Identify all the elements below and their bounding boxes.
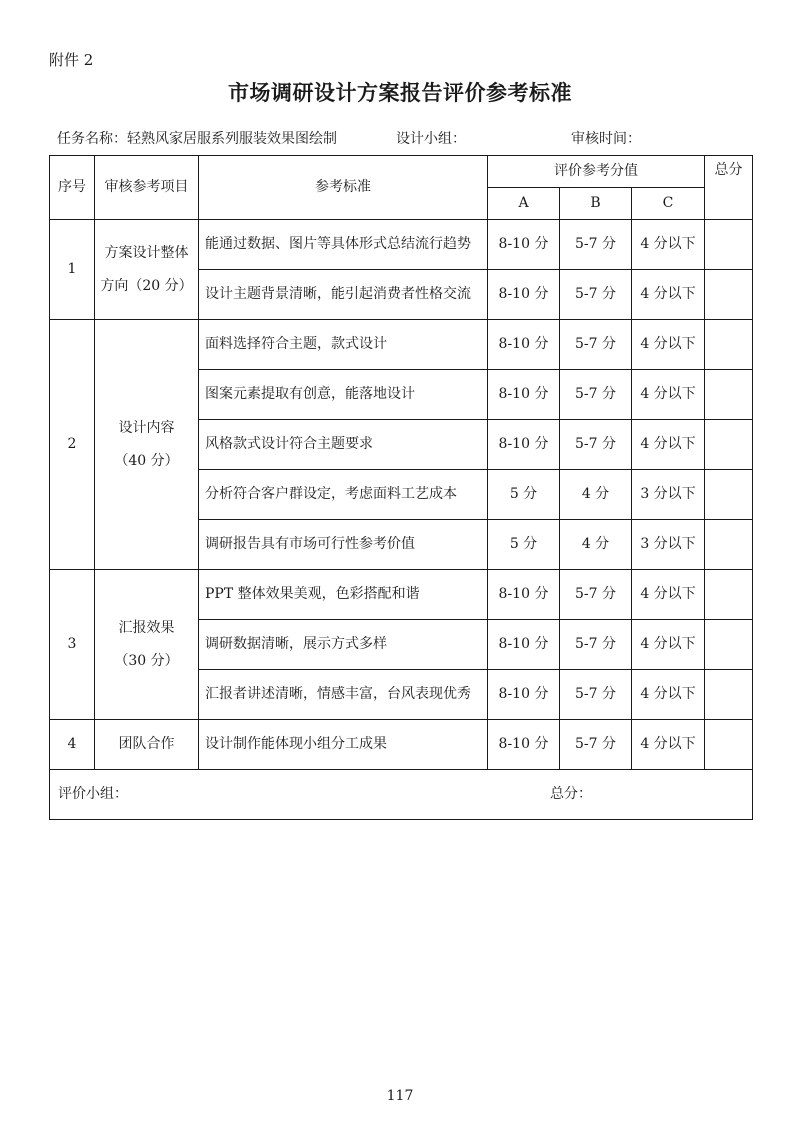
page-number: 117 [386,1088,414,1104]
review-time-label: 审核时间： [571,131,641,147]
review-item-points: 方向（20 分） [100,277,193,294]
row-seq: 3 [50,570,95,720]
header-score-group: 评价参考分值 [488,156,705,188]
document-title: 市场调研设计方案报告评价参考标准 [228,81,572,105]
criterion-cell: 汇报者讲述清晰，情感丰富，台风表现优秀 [199,670,488,720]
total-score-cell[interactable] [705,270,753,320]
score-c-cell: 4 分以下 [632,320,705,370]
review-item-name: 方案设计整体 [104,245,189,262]
criterion-cell: 分析符合客户群设定，考虑面料工艺成本 [199,470,488,520]
total-score-cell[interactable] [705,720,753,770]
score-a-cell: 8-10 分 [488,320,560,370]
criterion-cell: 风格款式设计符合主题要求 [199,420,488,470]
review-item-name: 团队合作 [118,736,175,753]
score-b-cell: 4 分 [560,470,632,520]
table-row [50,320,753,370]
score-c-cell: 3 分以下 [632,520,705,570]
eval-group-label: 评价小组： [58,786,128,802]
total-score-cell[interactable] [705,370,753,420]
score-b-cell: 5-7 分 [560,720,632,770]
score-c-cell: 4 分以下 [632,270,705,320]
score-c-cell: 4 分以下 [632,720,705,770]
review-item-points: （40 分） [114,452,179,469]
row-seq: 4 [50,720,95,770]
criterion-cell: 调研报告具有市场可行性参考价值 [199,520,488,570]
score-b-cell: 5-7 分 [560,270,632,320]
review-item-name: 设计内容 [118,420,175,437]
header-item: 审核参考项目 [95,156,199,220]
criterion-cell: 能通过数据、图片等具体形式总结流行趋势 [199,220,488,270]
review-item [95,570,199,720]
header-seq: 序号 [50,156,95,220]
score-c-cell: 4 分以下 [632,370,705,420]
score-c-cell: 4 分以下 [632,670,705,720]
attachment-label: 附件 2 [49,51,94,69]
criterion-cell: 设计主题背景清晰，能引起消费者性格交流 [199,270,488,320]
header-total: 总分 [705,156,753,220]
score-c-cell: 4 分以下 [632,620,705,670]
review-item [95,320,199,570]
total-score-label: 总分： [550,786,592,802]
header-grade-c: C [632,188,705,220]
total-score-cell[interactable] [705,320,753,370]
footer-cell [50,770,753,820]
score-a-cell: 8-10 分 [488,720,560,770]
score-b-cell: 5-7 分 [560,620,632,670]
score-a-cell: 5 分 [488,470,560,520]
score-b-cell: 5-7 分 [560,370,632,420]
total-score-cell[interactable] [705,420,753,470]
score-b-cell: 5-7 分 [560,320,632,370]
score-c-cell: 4 分以下 [632,420,705,470]
score-c-cell: 4 分以下 [632,570,705,620]
criterion-cell: 面料选择符合主题，款式设计 [199,320,488,370]
table-row [50,220,753,270]
total-score-cell[interactable] [705,520,753,570]
score-c-cell: 3 分以下 [632,470,705,520]
score-a-cell: 8-10 分 [488,570,560,620]
review-item [95,220,199,320]
criterion-cell: 调研数据清晰，展示方式多样 [199,620,488,670]
footer-row [50,770,753,820]
score-a-cell: 8-10 分 [488,270,560,320]
score-a-cell: 8-10 分 [488,370,560,420]
criterion-cell: 设计制作能体现小组分工成果 [199,720,488,770]
score-a-cell: 5 分 [488,520,560,570]
review-item [95,720,199,770]
header-grade-a: A [488,188,560,220]
review-item-points: （30 分） [114,652,179,669]
score-a-cell: 8-10 分 [488,670,560,720]
score-c-cell: 4 分以下 [632,220,705,270]
review-item-name: 汇报效果 [118,620,175,637]
total-score-cell[interactable] [705,620,753,670]
total-score-cell[interactable] [705,570,753,620]
total-score-cell[interactable] [705,470,753,520]
score-b-cell: 5-7 分 [560,220,632,270]
score-a-cell: 8-10 分 [488,220,560,270]
score-b-cell: 5-7 分 [560,670,632,720]
score-b-cell: 5-7 分 [560,570,632,620]
row-seq: 1 [50,220,95,320]
design-group-label: 设计小组： [396,131,466,147]
header-grade-b: B [560,188,632,220]
table-row [50,720,753,770]
criterion-cell: PPT 整体效果美观，色彩搭配和谐 [199,570,488,620]
evaluation-table [49,155,753,820]
score-a-cell: 8-10 分 [488,420,560,470]
score-b-cell: 5-7 分 [560,420,632,470]
header-standard: 参考标准 [199,156,488,220]
task-name: 任务名称：轻熟风家居服系列服装效果图绘制 [57,131,337,147]
score-a-cell: 8-10 分 [488,620,560,670]
score-b-cell: 4 分 [560,520,632,570]
criterion-cell: 图案元素提取有创意，能落地设计 [199,370,488,420]
table-row [50,570,753,620]
total-score-cell[interactable] [705,220,753,270]
total-score-cell[interactable] [705,670,753,720]
row-seq: 2 [50,320,95,570]
